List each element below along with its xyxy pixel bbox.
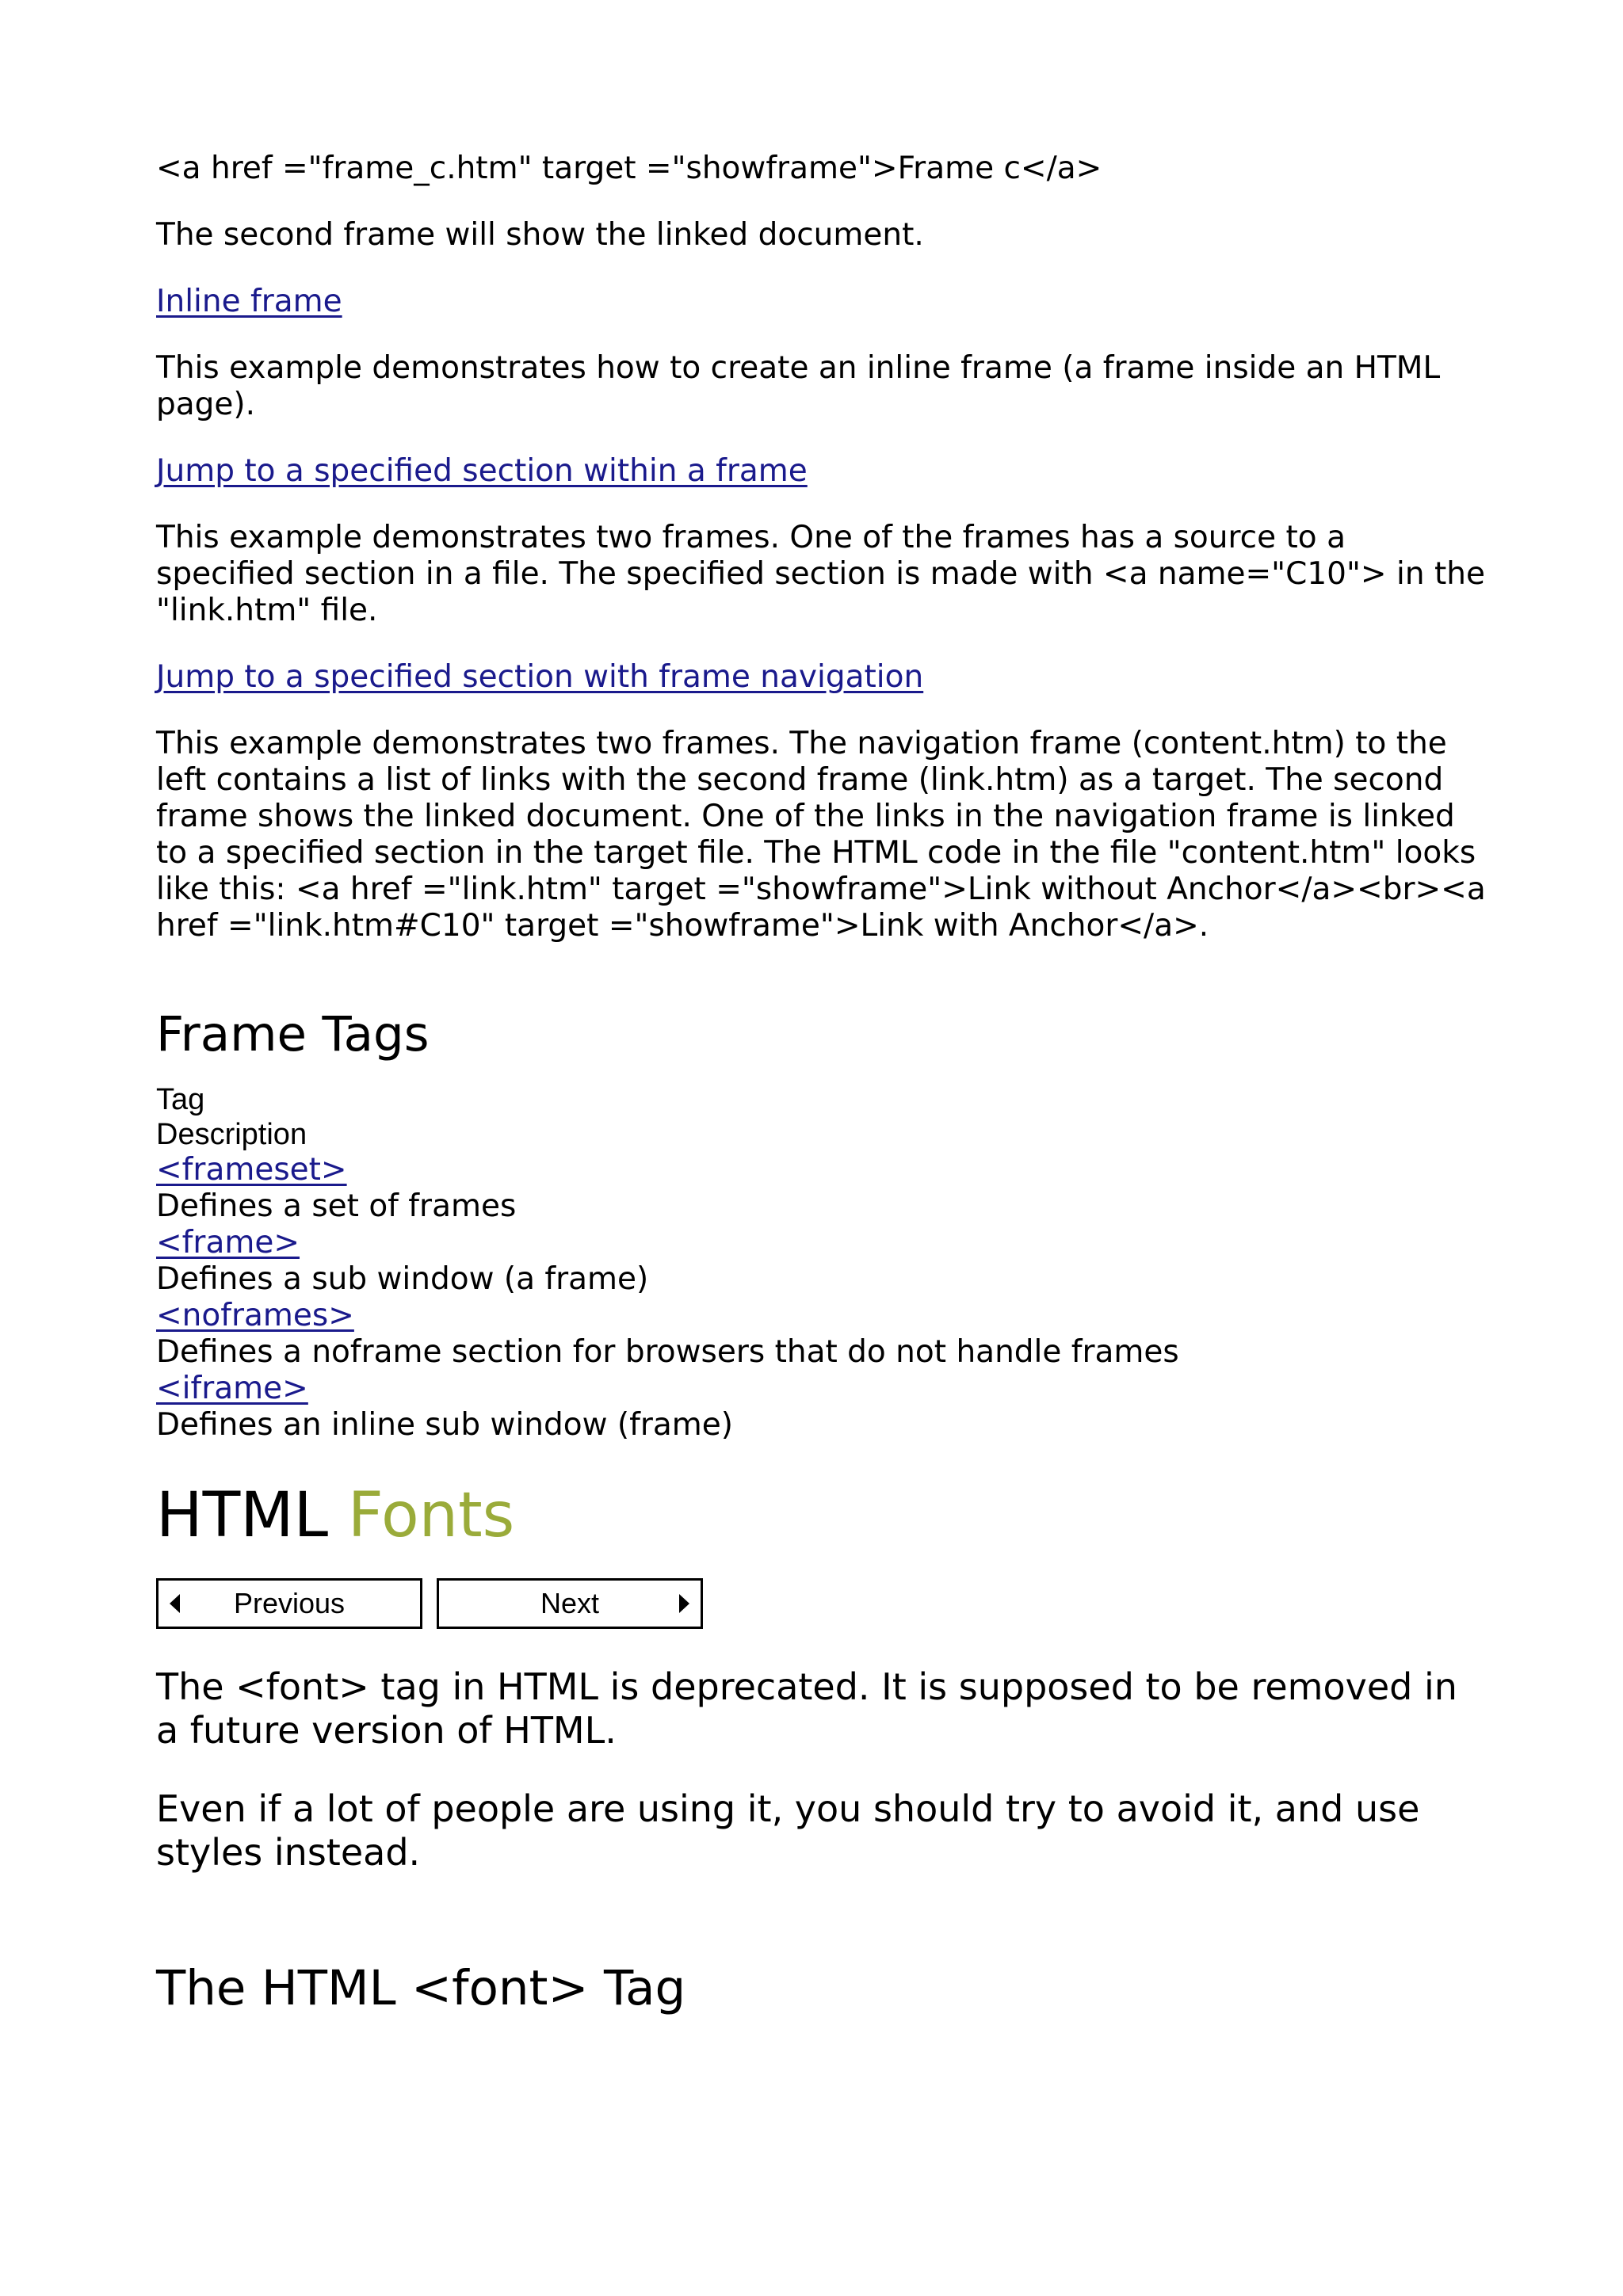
html-fonts-heading — [156, 1480, 1487, 1551]
table-cell-description: Defines a set of frames — [156, 1188, 517, 1224]
arrow-left-icon — [170, 1594, 180, 1613]
table-row — [156, 1371, 1487, 1407]
use-styles-paragraph: Even if a lot of people are using it, you should try to avoid it, and use styles instead. — [156, 1787, 1420, 1874]
previous-button[interactable] — [156, 1578, 422, 1629]
iframe-tag-link[interactable]: <iframe> — [156, 1371, 308, 1406]
frameset-tag-link[interactable]: <frameset> — [156, 1152, 347, 1188]
table-cell-description: Defines a noframe section for browsers that do not handle frames — [156, 1334, 1179, 1370]
frame-tags-table — [156, 1082, 1487, 1444]
table-cell-description: Defines an inline sub window (frame) — [156, 1407, 733, 1443]
jump-section-within-frame-link[interactable]: Jump to a specified section within a frame — [156, 453, 808, 489]
inline-frame-link[interactable]: Inline frame — [156, 284, 342, 319]
table-cell-description: Defines a sub window (a frame) — [156, 1261, 649, 1297]
font-deprecated-paragraph: The <font> tag in HTML is deprecated. It is supposed to be removed in a future version of HTML. — [156, 1665, 1457, 1752]
previous-label: Previous — [233, 1587, 346, 1619]
example-link-paragraph — [156, 284, 1487, 320]
example-link-paragraph — [156, 453, 1487, 490]
table-header-description: Description — [156, 1118, 307, 1151]
table-header-tag: Tag — [156, 1083, 205, 1116]
code-line: <a href ="frame_c.htm" target ="showframe">Frame c</a> — [156, 151, 1102, 186]
jump-section-frame-navigation-link[interactable]: Jump to a specified section with frame navigation — [156, 659, 924, 695]
pagination-buttons — [156, 1578, 1487, 1629]
example-link-paragraph — [156, 659, 1487, 696]
inline-frame-description: This example demonstrates how to create an inline frame (a frame inside an HTML page). — [156, 350, 1441, 422]
frame-tag-link[interactable]: <frame> — [156, 1225, 300, 1261]
font-tag-heading: The HTML <font> Tag — [156, 1960, 686, 2016]
next-label: Next — [540, 1587, 600, 1619]
table-row — [156, 1298, 1487, 1334]
noframes-tag-link[interactable]: <noframes> — [156, 1298, 354, 1333]
jump-section-within-frame-description: This example demonstrates two frames. One of the frames has a source to a specified section in a file. The specified section is made with <a name="C10"> in the "link.htm" file. — [156, 520, 1485, 628]
second-frame-text: The second frame will show the linked document. — [156, 217, 924, 253]
heading-accent: Fonts — [347, 1480, 515, 1551]
table-row — [156, 1225, 1487, 1261]
frame-tags-heading: Frame Tags — [156, 1006, 430, 1062]
document-page — [156, 151, 1487, 2017]
jump-section-frame-navigation-description: This example demonstrates two frames. The navigation frame (content.htm) to the left contains a list of links with the second frame (link.htm) as a target. The second frame shows the linked document. One of the links in the navigation frame is linked to a specified section in the target file. The HTML code in the file "content.htm" looks like this: <a href ="link.htm" target ="showframe">Link without Anchor</a><br><a href ="link.htm#C10" target ="showframe">Link with Anchor</a>. — [156, 726, 1486, 944]
heading-prefix: HTML — [156, 1480, 329, 1551]
next-button[interactable] — [437, 1578, 703, 1629]
table-row — [156, 1152, 1487, 1188]
arrow-right-icon — [679, 1594, 689, 1613]
